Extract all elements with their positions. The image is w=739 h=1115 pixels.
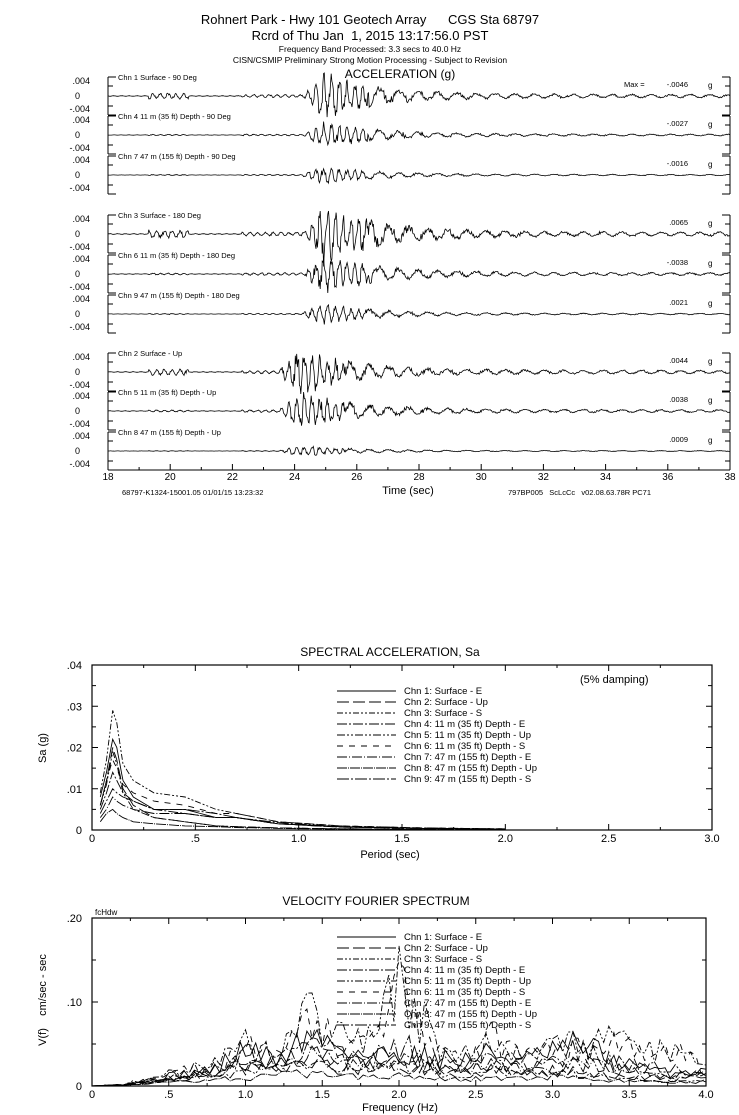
sa-legend-label: Chn 1: Surface - E [404,686,483,697]
trace-channel-label: Chn 6 11 m (35 ft) Depth - 180 Deg [118,251,236,260]
vfs-x-tick-label: 3.0 [544,1089,561,1101]
trace-max-value: -.0027 [666,119,688,128]
y-tick-label: .004 [72,115,90,125]
acceleration-chart [69,73,736,483]
vfs-x-tick-label: 2.5 [468,1089,484,1101]
trace-max-value: -.0038 [666,258,688,267]
y-tick-label: 0 [74,229,80,239]
sa-y-tick-label: .04 [66,660,82,672]
sa-x-tick-label: 3.0 [704,833,720,845]
max-prefix-label: Max = [624,80,645,89]
sa-y-tick-label: .03 [66,701,82,714]
sa-legend-label: Chn 7: 47 m (155 ft) Depth - E [404,752,532,763]
vfs-x-tick-label: 4.0 [698,1089,714,1101]
time-tick-label: 22 [226,472,238,483]
y-tick-label: -.004 [69,322,90,332]
acceleration-trace-6 [69,291,730,333]
sa-legend-label: Chn 5: 11 m (35 ft) Depth - Up [404,730,532,741]
spectral-acceleration-chart [67,660,720,845]
trace-max-value: .0009 [669,435,688,444]
trace-max-unit: g [708,396,713,405]
trace-max-value: .0038 [669,395,688,404]
acceleration-waveform [108,447,730,456]
sa-y-tick-label: .02 [66,742,82,755]
sa-legend-label: Chn 2: Surface - Up [404,697,488,708]
y-tick-label: -.004 [69,104,90,114]
acceleration-waveform [108,122,730,145]
trace-max-unit: g [708,357,713,366]
vfs-x-tick-label: 1.5 [314,1089,330,1101]
vfs-y-label: V(f) cm/sec - sec [37,954,49,1046]
trace-channel-label: Chn 1 Surface - 90 Deg [118,73,197,82]
trace-channel-label: Chn 5 11 m (35 ft) Depth - Up [118,388,217,397]
y-tick-label: .004 [72,294,90,304]
acceleration-trace-3 [69,152,730,194]
y-tick-label: .004 [72,155,90,165]
y-tick-label: 0 [74,367,80,377]
time-tick-label: 32 [537,472,549,483]
vfs-x-tick-label: .5 [164,1089,174,1101]
y-tick-label: -.004 [69,242,90,252]
header-frequency-band: Frequency Band Processed: 3.3 secs to 40.0 Hz [278,44,462,54]
sa-x-tick-label: 1.0 [291,833,307,845]
y-tick-label: 0 [74,130,80,140]
y-tick-label: .004 [72,352,90,362]
y-tick-label: .004 [72,254,90,264]
vfs-legend-label: Chn 2: Surface - Up [404,943,488,954]
vfs-x-tick-label: 3.5 [621,1089,637,1101]
header-processing-note: CISN/CSMIP Preliminary Strong Motion Processing - Subject to Revision [232,55,508,65]
sa-x-tick-label: 1.5 [394,833,410,845]
spectral-acceleration-title: SPECTRAL ACCELERATION, Sa [300,645,480,659]
y-tick-label: -.004 [69,282,90,292]
vfs-y-tick-label: .20 [66,913,82,925]
trace-channel-label: Chn 3 Surface - 180 Deg [118,211,201,220]
acceleration-waveform [108,305,730,325]
y-tick-label: -.004 [69,459,90,469]
time-tick-label: 28 [413,472,425,483]
time-tick-label: 24 [289,472,301,483]
y-tick-label: .004 [72,214,90,224]
trace-channel-label: Chn 7 47 m (155 ft) Depth - 90 Deg [118,152,236,161]
header-station-title: Rohnert Park - Hwy 101 Geotech Array CGS Sta 68797 [200,12,540,27]
acceleration-x-label: Time (sec) [382,485,434,497]
acceleration-trace-9 [69,428,730,470]
acceleration-trace-5 [69,251,730,293]
sa-x-label: Period (sec) [360,849,420,861]
y-tick-label: .004 [72,391,90,401]
acceleration-waveform [108,258,730,293]
trace-channel-label: Chn 2 Surface - Up [118,349,183,358]
sa-legend-label: Chn 3: Surface - S [404,708,483,719]
sa-series-chn-8 [100,809,505,829]
trace-max-value: -.0046 [666,80,688,89]
vfs-series-chn-3 [92,946,706,1086]
trace-max-value: -.0016 [666,159,688,168]
vfs-y-tick-label: .10 [66,997,82,1009]
sa-y-label: Sa (g) [37,733,49,763]
acceleration-footer-left: 68797-K1324-15001.05 01/01/15 13:23:32 [122,488,264,497]
sa-x-tick-label: 2.0 [497,833,513,845]
time-tick-label: 36 [662,472,674,483]
vfs-legend-label: Chn 6: 11 m (35 ft) Depth - S [404,987,526,998]
acceleration-trace-2 [69,112,730,154]
y-tick-label: .004 [72,431,90,441]
sa-plot-frame [92,665,712,830]
header-record-time: Rcrd of Thu Jan 1, 2015 13:17:56.0 PST [251,28,489,43]
sa-legend-label: Chn 4: 11 m (35 ft) Depth - E [404,719,526,730]
vfs-series-chn-6 [92,962,706,1086]
y-tick-label: 0 [74,269,80,279]
time-tick-label: 20 [164,472,176,483]
y-tick-label: 0 [74,446,80,456]
y-tick-label: 0 [74,309,80,319]
y-tick-label: 0 [74,406,80,416]
trace-max-unit: g [708,436,713,445]
y-tick-label: -.004 [69,380,90,390]
vfs-legend-label: Chn 9: 47 m (155 ft) Depth - S [404,1020,532,1031]
trace-channel-label: Chn 4 11 m (35 ft) Depth - 90 Deg [118,112,231,121]
trace-max-unit: g [708,299,713,308]
vfs-legend-label: Chn 1: Surface - E [404,932,483,943]
velocity-fourier-chart [67,913,714,1101]
acceleration-title: ACCELERATION (g) [344,67,456,81]
trace-max-value: .0021 [669,298,688,307]
trace-max-unit: g [708,160,713,169]
vfs-corner-note: fcHdw [95,908,118,917]
vfs-x-tick-label: 0 [88,1089,96,1101]
time-tick-label: 30 [475,472,487,483]
trace-max-unit: g [708,219,713,228]
y-tick-label: 0 [74,170,80,180]
vfs-legend-label: Chn 4: 11 m (35 ft) Depth - E [404,965,526,976]
vfs-legend-label: Chn 8: 47 m (155 ft) Depth - Up [404,1009,538,1020]
sa-series-chn-9 [100,789,505,829]
trace-max-unit: g [708,120,713,129]
acceleration-trace-8 [69,388,730,430]
vfs-legend-label: Chn 3: Surface - S [404,954,483,965]
trace-channel-label: Chn 9 47 m (155 ft) Depth - 180 Deg [118,291,240,300]
time-tick-label: 26 [351,472,363,483]
sa-legend-label: Chn 9: 47 m (155 ft) Depth - S [404,774,532,785]
trace-max-unit: g [708,81,713,90]
vfs-legend-label: Chn 5: 11 m (35 ft) Depth - Up [404,976,532,987]
sa-x-tick-label: .5 [190,833,200,845]
vfs-y-tick-label: 0 [75,1081,82,1093]
sa-damping-note: (5% damping) [580,674,649,686]
acceleration-waveform [108,392,730,426]
trace-max-value: .0044 [669,356,688,365]
time-tick-label: 34 [600,472,612,483]
report-header [201,12,539,65]
trace-max-value: .0065 [669,218,688,227]
y-tick-label: -.004 [69,419,90,429]
y-tick-label: .004 [72,76,90,86]
vfs-x-label: Frequency (Hz) [362,1102,438,1114]
acceleration-waveform [108,168,730,183]
sa-y-tick-label: .01 [66,783,82,796]
y-tick-label: 0 [74,91,80,101]
vfs-legend-label: Chn 7: 47 m (155 ft) Depth - E [404,998,532,1009]
time-tick-label: 38 [724,472,736,483]
trace-max-unit: g [708,259,713,268]
sa-y-tick-label: 0 [75,825,82,837]
sa-x-tick-label: 2.5 [601,833,617,845]
acceleration-time-axis [102,464,736,483]
acceleration-footer-right: 797BP005 ScLcCc v02.08.63.78R PC71 [508,488,652,497]
sa-legend-label: Chn 6: 11 m (35 ft) Depth - S [404,741,526,752]
y-tick-label: -.004 [69,143,90,153]
sa-legend-label: Chn 8: 47 m (155 ft) Depth - Up [404,763,538,774]
vfs-x-tick-label: 2.0 [391,1089,407,1101]
y-tick-label: -.004 [69,183,90,193]
time-tick-label: 18 [102,472,114,483]
velocity-fourier-title: VELOCITY FOURIER SPECTRUM [282,894,470,908]
sa-x-tick-label: 0 [88,833,96,845]
trace-channel-label: Chn 8 47 m (155 ft) Depth - Up [118,428,221,437]
vfs-x-tick-label: 1.0 [237,1089,254,1101]
